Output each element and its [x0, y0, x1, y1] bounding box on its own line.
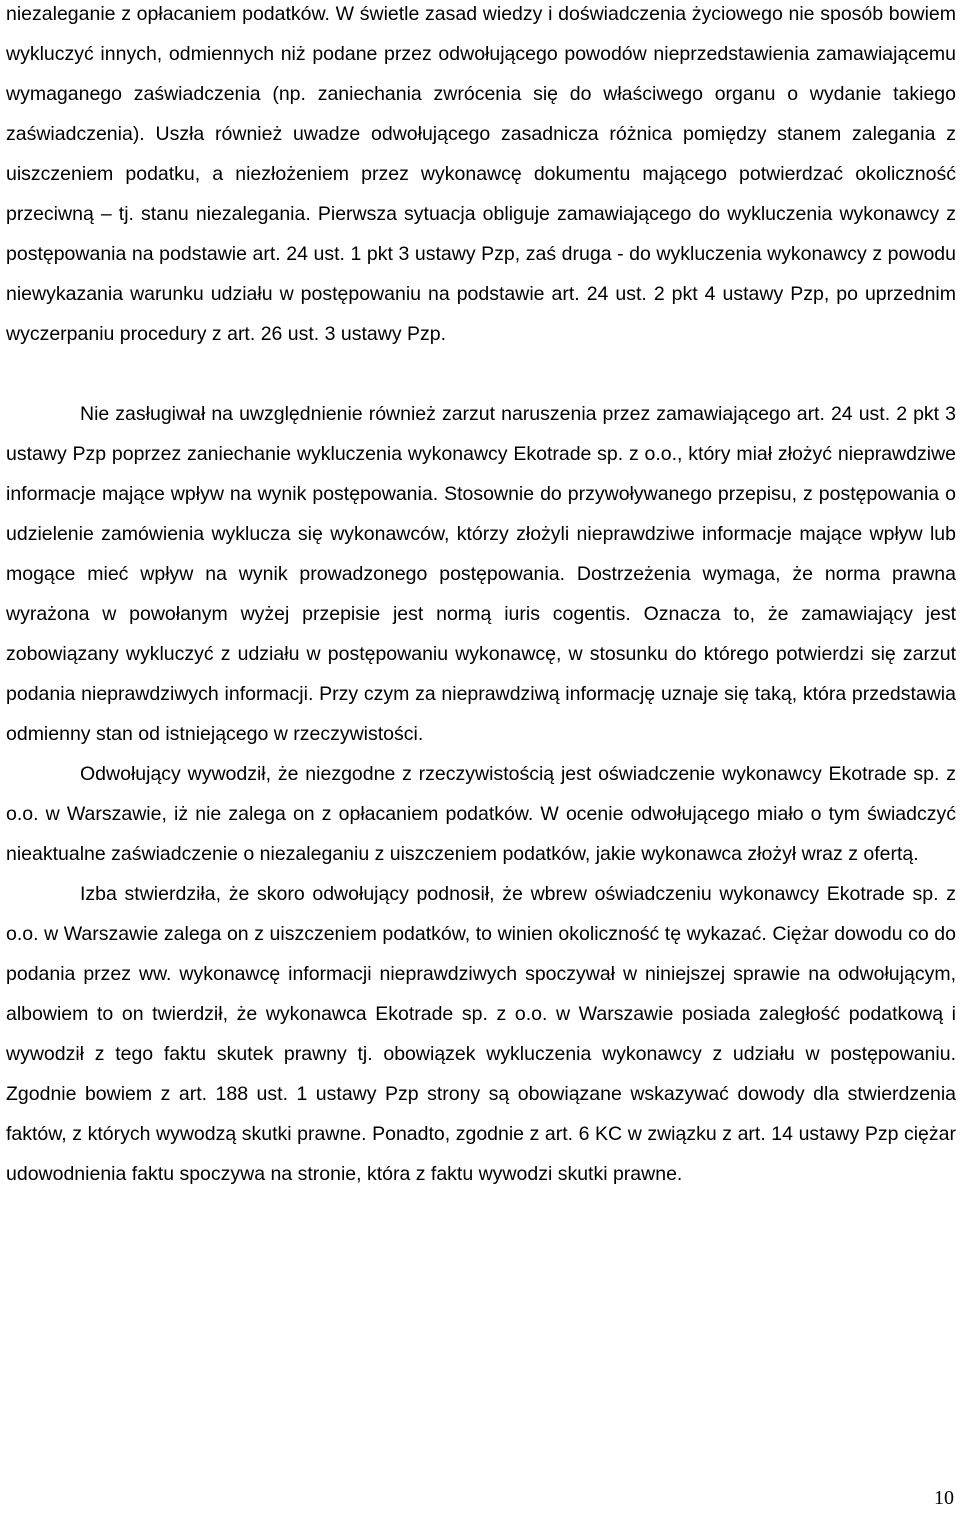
paragraph-continuation: niezaleganie z opłacaniem podatków. W świetle zasad wiedzy i doświadczenia życiowego nie sposób bowiem wykluczyć innych, odmiennych niż podane przez odwołującego powodów nieprzedstawienia zamawiającemu wymaganego zaświadczenia (np. zaniechania zwrócenia się do właściwego organu o wydanie takiego zaświadczenia). Uszła również uwadze odwołującego zasadnicza różnica pomiędzy stanem zalegania z uiszczeniem podatku, a niezłożeniem przez wykonawcę dokumentu mającego potwierdzać okoliczność przeciwną – tj. stanu niezalegania. Pierwsza sytuacja obliguje zamawiającego do wykluczenia wykonawcy z postępowania na podstawie art. 24 ust. 1 pkt 3 ustawy Pzp, zaś druga - do wykluczenia wykonawcy z powodu niewykazania warunku udziału w postępowaniu na podstawie art. 24 ust. 2 pkt 4 ustawy Pzp, po uprzednim wyczerpaniu procedury z art. 26 ust. 3 ustawy Pzp. — [6, 3, 956, 345]
paragraph-chamber-finding: Izba stwierdziła, że skoro odwołujący podnosił, że wbrew oświadczeniu wykonawcy Ekotrade sp. z o.o. w Warszawie zalega on z uiszczeniem podatków, to winien okoliczność tę wykazać. Ciężar dowodu co do podania przez ww. wykonawcę informacji nieprawdziwych spoczywał w niniejszej sprawie na odwołującym, albowiem to on twierdził, że wykonawca Ekotrade sp. z o.o. w Warszawie posiada zaległość podatkową i wywodził z tego faktu skutek prawny tj. obowiązek wykluczenia wykonawcy z udziału w postępowaniu. Zgodnie bowiem z art. 188 ust. 1 ustawy Pzp strony są obowiązane wskazywać dowody dla stwierdzenia faktów, z których wywodzą skutki prawne. Ponadto, zgodnie z art. 6 KC w związku z art. 14 ustawy Pzp ciężar udowodnienia faktu spoczywa na stronie, która z faktu wywodzi skutki prawne. — [6, 883, 956, 1185]
paragraph-false-information-charge: Nie zasługiwał na uwzględnienie również zarzut naruszenia przez zamawiającego art. 24 ust. 2 pkt 3 ustawy Pzp poprzez zaniechanie wykluczenia wykonawcy Ekotrade sp. z o.o., który miał złożyć nieprawdziwe informacje mające wpływ na wynik postępowania. Stosownie do przywoływanego przepisu, z postępowania o udzielenie zamówienia wyklucza się wykonawców, którzy złożyli nieprawdziwe informacje mające wpływ lub mogące mieć wpływ na wynik prowadzonego postępowania. Dostrzeżenia wymaga, że norma prawna wyrażona w powołanym wyżej przepisie jest normą iuris cogentis. Oznacza to, że zamawiający jest zobowiązany wykluczyć z udziału w postępowaniu wykonawcę, w stosunku do którego potwierdzi się zarzut podania nieprawdziwych informacji. Przy czym za nieprawdziwą informację uznaje się taką, która przedstawia odmienny stan od istniejącego w rzeczywistości. — [6, 403, 956, 745]
paragraph-appellant-argument: Odwołujący wywodził, że niezgodne z rzeczywistością jest oświadczenie wykonawcy Ekotrade sp. z o.o. w Warszawie, iż nie zalega on z opłacaniem podatków. W ocenie odwołującego miało o tym świadczyć nieaktualne zaświadczenie o niezaleganiu z uiszczeniem podatków, jakie wykonawca złożył wraz z ofertą. — [6, 763, 956, 865]
page-number: 10 — [934, 1487, 954, 1509]
document-page — [6, 0, 956, 1194]
